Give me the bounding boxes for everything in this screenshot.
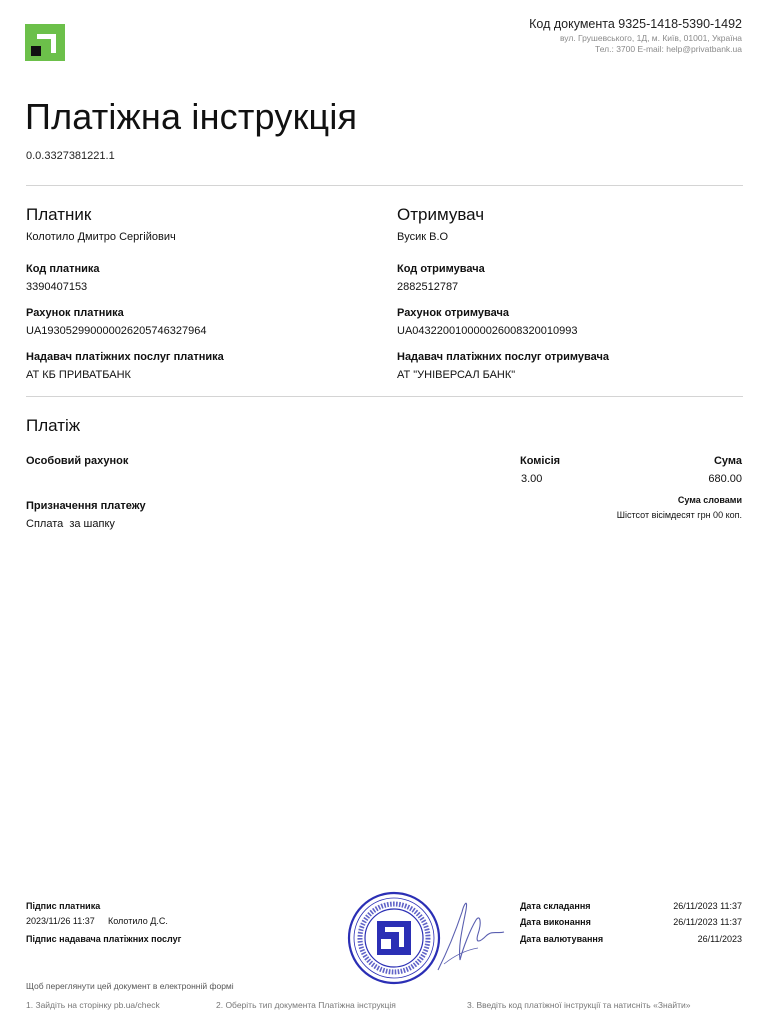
- receiver-account-label: Рахунок отримувача: [397, 307, 509, 319]
- payer-heading: Платник: [26, 205, 92, 224]
- purpose-value: Сплата за шапку: [26, 518, 115, 530]
- bank-address: вул. Грушевського, 1Д, м. Київ, 01001, Україна: [559, 33, 742, 43]
- date-created-label: Дата складання: [520, 901, 591, 911]
- payer-account: UA193052990000026205746327964: [26, 325, 207, 337]
- payer-provider-label: Надавач платіжних послуг платника: [26, 351, 224, 363]
- payer-sign-date: 2023/11/26 11:37: [26, 916, 95, 926]
- receiver-account: UA043220010000026008320010993: [397, 325, 578, 337]
- receiver-heading: Отримувач: [397, 205, 485, 224]
- commission-value: 3.00: [521, 473, 543, 485]
- sum-words-value: Шістсот вісімдесят грн 00 коп.: [616, 510, 742, 520]
- payer-sign-label: Підпис платника: [26, 901, 101, 911]
- handwritten-signature: [430, 890, 510, 978]
- payer-name: Колотило Дмитро Сергійович: [26, 231, 176, 243]
- payer-sign-name: Колотило Д.С.: [108, 916, 168, 926]
- date-executed-label: Дата виконання: [520, 917, 591, 927]
- payer-code-label: Код платника: [26, 263, 100, 275]
- date-value-value: 26/11/2023: [697, 934, 742, 944]
- payer-code: 3390407153: [26, 281, 88, 293]
- personal-account-label: Особовий рахунок: [26, 455, 129, 467]
- bank-seal-stamp: [346, 890, 442, 986]
- document-code: Код документа 9325-1418-5390-1492: [529, 17, 742, 31]
- date-executed-value: 26/11/2023 11:37: [673, 917, 742, 927]
- page-title: Платіжна інструкція: [25, 96, 358, 137]
- footer-intro: Щоб переглянути цей документ в електронній формі: [26, 981, 234, 991]
- divider: [26, 185, 743, 186]
- footer-step-2: 2. Оберіть тип документа Платіжна інструкція: [216, 1000, 396, 1010]
- receiver-code-label: Код отримувача: [397, 263, 485, 275]
- footer-step-3: 3. Введіть код платіжної інструкції та натисніть «Знайти»: [467, 1000, 691, 1010]
- footer-step-1: 1. Зайдіть на сторінку pb.ua/check: [26, 1000, 160, 1010]
- sum-value: 680.00: [708, 473, 742, 485]
- privatbank-logo: [25, 24, 65, 61]
- document-number: 0.0.3327381221.1: [26, 150, 115, 162]
- date-created-value: 26/11/2023 11:37: [673, 901, 742, 911]
- date-value-label: Дата валютування: [520, 934, 604, 944]
- provider-sign-label: Підпис надавача платіжних послуг: [26, 934, 182, 944]
- receiver-provider: АТ "УНІВЕРСАЛ БАНК": [397, 369, 516, 381]
- bank-contacts: [560, 33, 742, 54]
- receiver-provider-label: Надавач платіжних послуг отримувача: [397, 351, 609, 363]
- bank-phone-email: Тел.: 3700 E-mail: help@privatbank.ua: [594, 43, 742, 54]
- payment-heading: Платіж: [26, 416, 81, 435]
- sum-words-label: Сума словами: [677, 495, 742, 505]
- payer-account-label: Рахунок платника: [26, 307, 124, 319]
- commission-label: Комісія: [520, 455, 561, 467]
- payer-provider: АТ КБ ПРИВАТБАНК: [26, 369, 131, 381]
- purpose-label: Призначення платежу: [26, 500, 146, 512]
- sum-label: Сума: [713, 455, 742, 467]
- receiver-name: Вусик В.О: [397, 231, 449, 243]
- receiver-code: 2882512787: [397, 281, 459, 293]
- divider: [26, 396, 743, 397]
